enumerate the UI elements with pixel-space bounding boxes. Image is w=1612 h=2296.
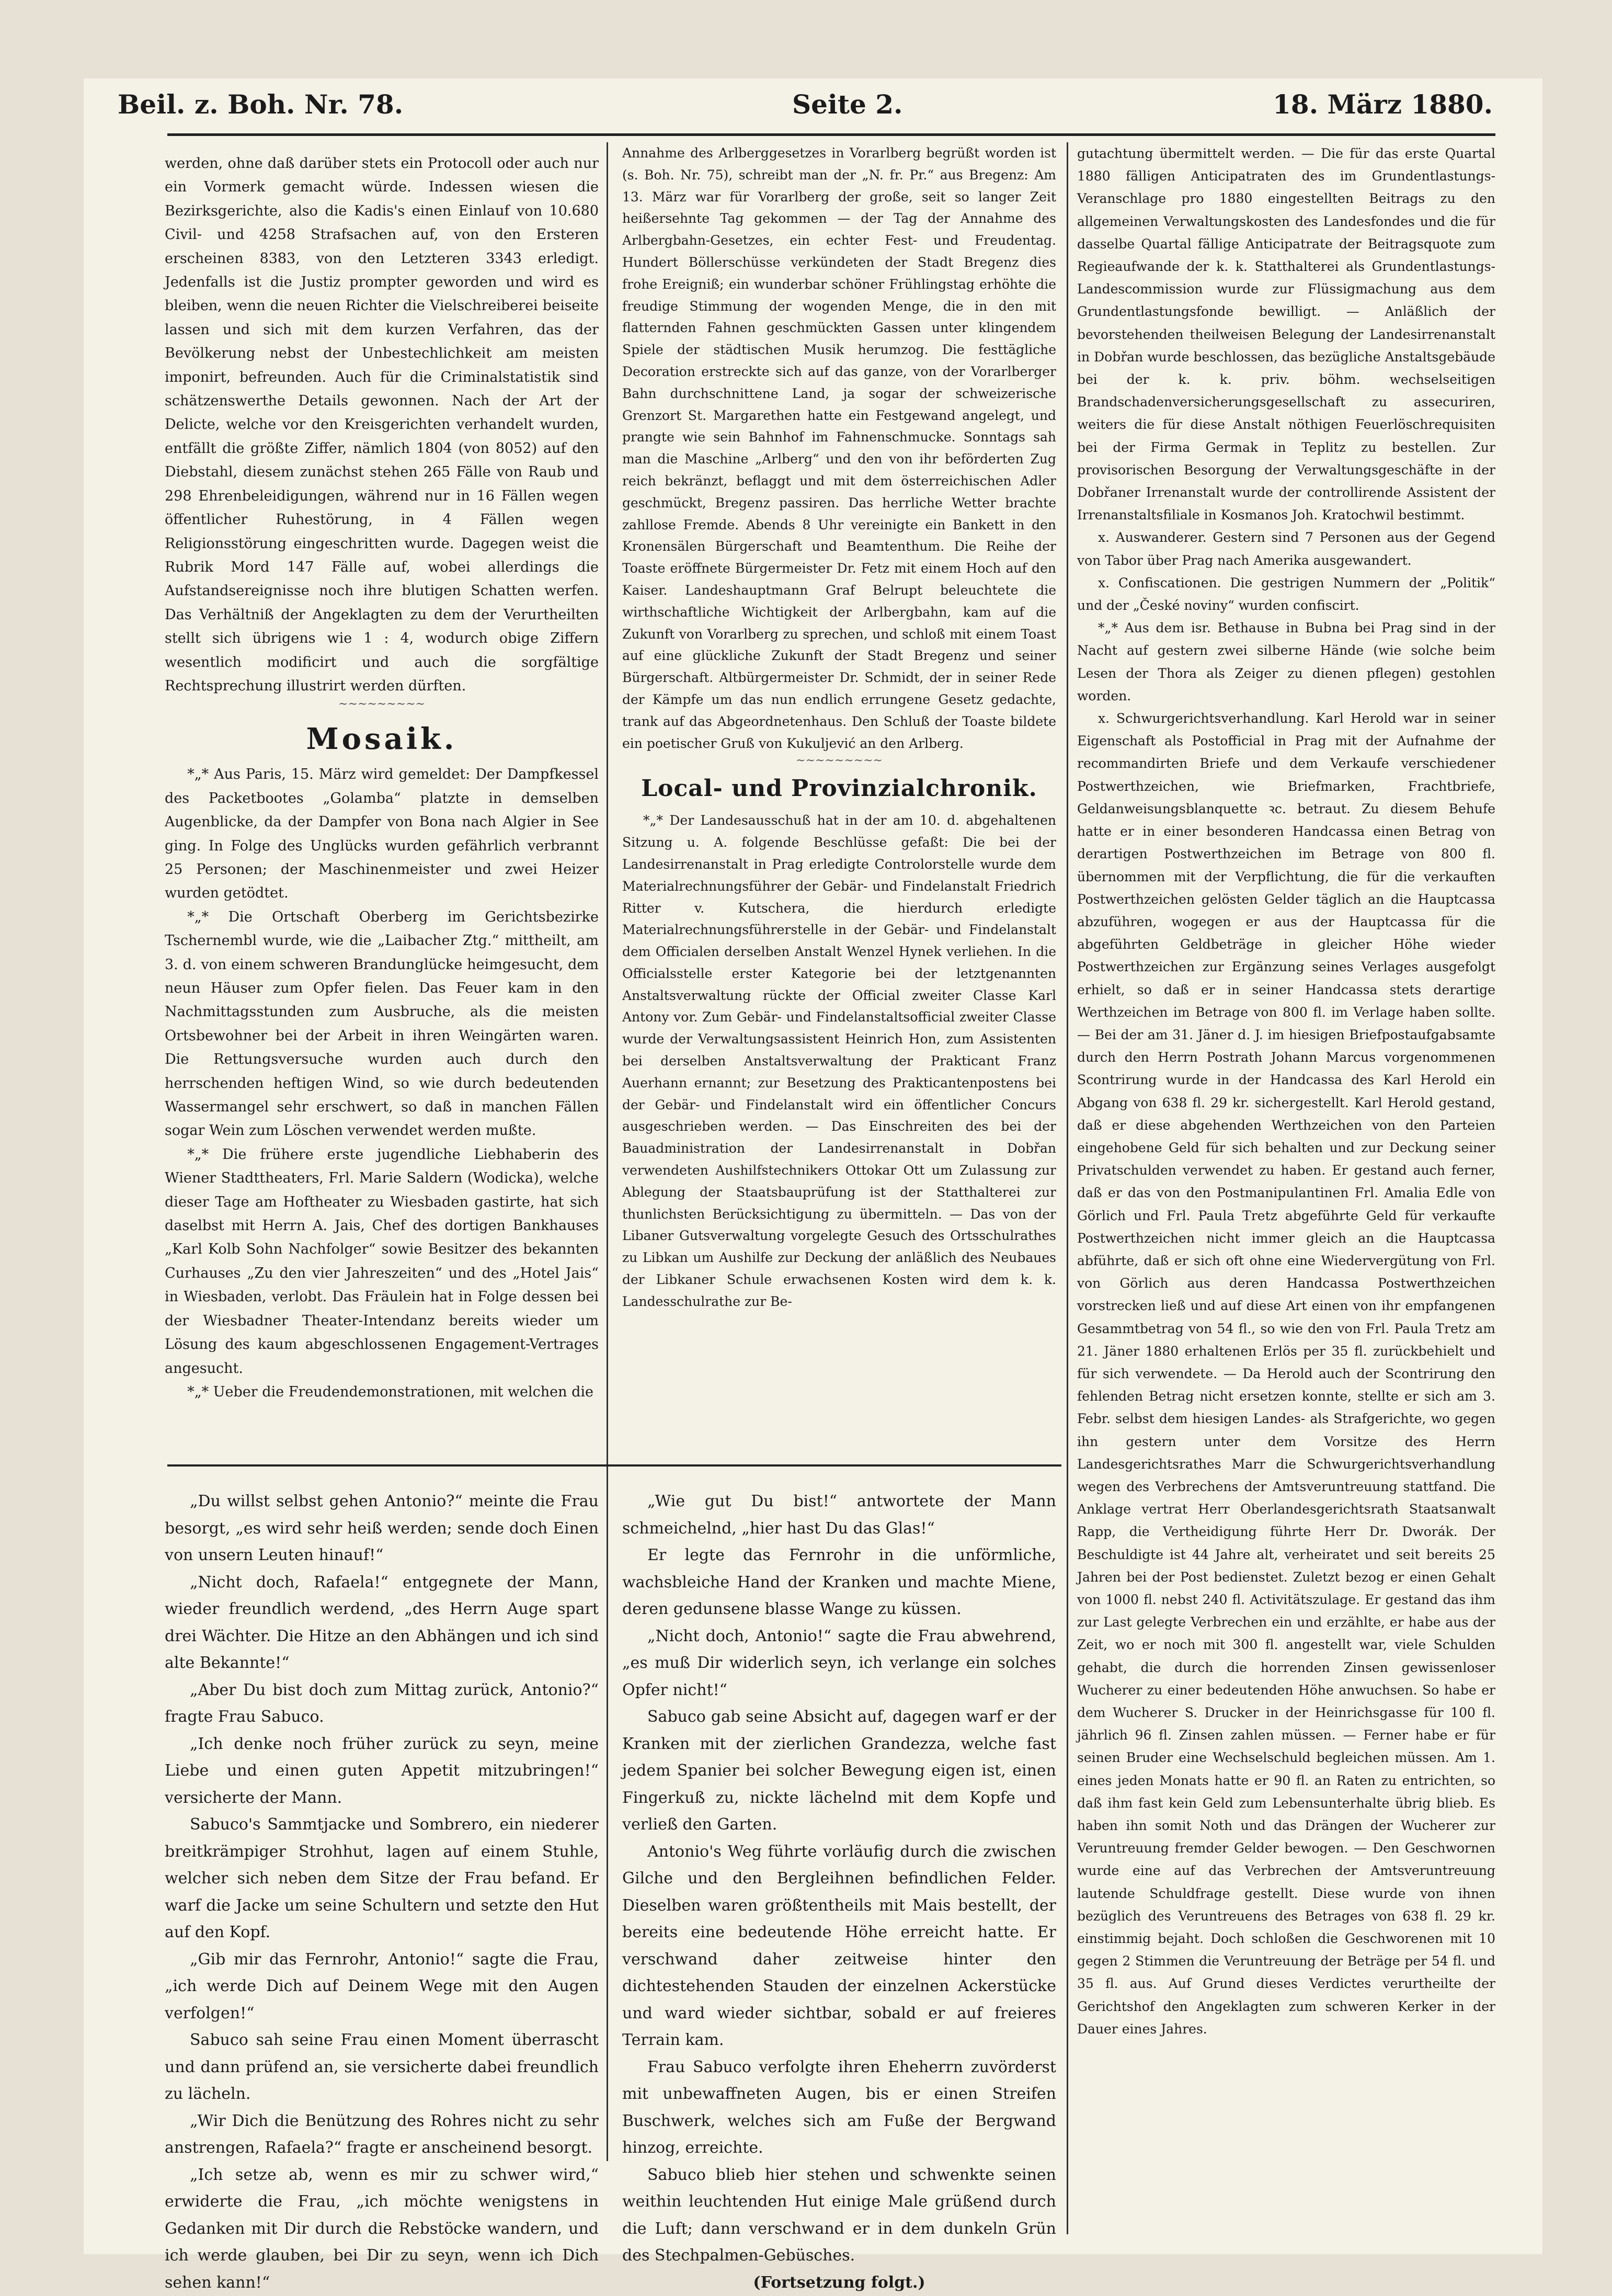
mosaik-item-saldern: *„* Die frühere erste jugendliche Liebhaberin des Wiener Stadttheaters, Frl. Marie Saldern (Wodicka), welche dieser Tage am Hoftheater zu Wiesbaden gastirte, hat sich daselbst mit Herrn A. Jais, Chef des dortigen Bankhauses „Karl Kolb Sohn Nachfolger“ sowie Besitzer des bekannten Curhauses „Zu den vier Jahreszeiten“ und des „Hotel Jais“ in Wiesbaden, verlobt. Das Fräulein hat in Folge dessen bei der Wiesbadner Theater-Intendanz bereits wieder um Lösung des kaum abgeschlossenen Engagement-Vertrages angesucht.	[165, 1143, 599, 1380]
auswanderer-item: x. Auswanderer. Gestern sind 7 Personen aus der Gegend von Tabor über Prag nach Amerika ausgewandert.	[1077, 526, 1495, 571]
feuilleton-rule	[167, 1464, 1061, 1467]
feuilleton-paragraph: „Gib mir das Fernrohr, Antonio!“ sagte die Frau, „ich werde Dich auf Deinem Wege mit den Augen verfolgen!“	[165, 1946, 599, 2027]
feuilleton-paragraph: „Wie gut Du bist!“ antwortete der Mann schmeichelnd, „hier hast Du das Glas!“	[622, 1488, 1056, 1542]
feuilleton-paragraph: „Aber Du bist doch zum Mittag zurück, Antonio?“ fragte Frau Sabuco.	[165, 1677, 599, 1731]
feuilleton-paragraph: „Ich denke noch früher zurück zu seyn, meine Liebe und einen guten Appetit mitzubringen!“ versicherte der Mann.	[165, 1731, 599, 1812]
column-3	[1077, 142, 1495, 2234]
section-ornament: ~~~~~~~~~	[622, 754, 1056, 768]
feuilleton-paragraph: „Ich setze ab, wenn es mir zu schwer wird,“ erwiderte die Frau, „ich möchte wenigstens in Gedanken mit Dir durch die Rebstöcke wandern, und ich werde glauben, bei Dir zu seyn, wenn ich Dich sehen kann!“	[165, 2162, 599, 2296]
feuilleton-paragraph: Sabuco's Sammtjacke und Sombrero, ein niederer breitkrämpiger Strohhut, lagen auf einem Stuhle, welcher sich neben dem Sitze der Frau befand. Er warf die Jacke um seine Schultern und setzte den Hut auf den Kopf.	[165, 1811, 599, 1946]
feuilleton-paragraph: Frau Sabuco verfolgte ihren Eheherrn zuvörderst mit unbewaffneten Augen, bis er einen Streifen Buschwerk, welches sich am Fuße der Bergwand hinzog, erreichte.	[622, 2054, 1056, 2162]
section-ornament: ~~~~~~~~~	[165, 698, 599, 711]
mosaik-item-paris: *„* Aus Paris, 15. März wird gemeldet: Der Dampfkessel des Packetbootes „Golamba“ platzte in demselben Augenblicke, da der Dampfer von Bona nach Algier in See ging. In Folge des Unglücks wurden gefährlich verbrannt 25 Personen; der Maschinenmeister und zwei Heizer wurden getödtet.	[165, 763, 599, 905]
feuilleton-paragraph: „Wir Dich die Benützung des Rohres nicht zu sehr anstrengen, Rafaela?“ fragte er anscheinend besorgt.	[165, 2108, 599, 2162]
column-2	[622, 142, 1056, 1473]
feuilleton-left-column	[165, 1488, 599, 2173]
justice-article-text: werden, ohne daß darüber stets ein Protocoll oder auch nur ein Vormerk gemacht würde. Indessen wiesen die Bezirksgerichte, also die Kadis's einen Einlauf von 10.680 Civil- und 4258 Strafsachen auf, von den Ersteren erscheinen 8383, von den Letzteren 3343 erledigt. Jedenfalls ist die Justiz prompter geworden und wird es bleiben, wenn die neuen Richter die Vielschreiberei beiseite lassen und sich mit dem kurzen Verfahren, das der Bevölkerung nebst der Unbestechlichkeit am meisten imponirt, befreunden. Auch für die Criminalstatistik sind schätzenswerthe Details gewonnen. Nach der Art der Delicte, welche vor den Kreisgerichten verhandelt wurden, entfällt die größte Ziffer, nämlich 1804 (von 8052) auf den Diebstahl, diesem zunächst stehen 265 Fälle von Raub und 298 Ehrenbeleidigungen, während nur in 16 Fällen wegen öffentlicher Ruhestörung, in 4 Fällen wegen Religionsstörung eingeschritten wurde. Dagegen weist die Rubrik Mord 147 Fälle auf, wobei allerdings die Aufstandsereignisse noch ihre blutigen Schatten werfen. Das Verhältniß der Angeklagten zu dem der Verurtheilten stellt sich übrigens wie 1 : 4, wodurch obige Ziffern wesentlich modificirt und auch die sorgfältige Rechtsprechung illustrirt werden dürften.	[165, 152, 599, 698]
feuilleton-paragraph: „Du willst selbst gehen Antonio?“ meinte die Frau besorgt, „es wird sehr heiß werden; sende doch Einen von unsern Leuten hinauf!“	[165, 1488, 599, 1569]
landesausschuss-continued: gutachtung übermittelt werden. — Die für das erste Quartal 1880 fälligen Anticipatraten des im Grundentlastungs-Veranschlage pro 1880 eingestellten Beitrags zu den allgemeinen Verwaltungskosten des Landesfondes und die für dasselbe Quartal fällige Anticipatrate der Beitragsquote zum Regieaufwande der k. k. Statthalterei als Grundentlastungs-Landescommission wurde zur Flüssigmachung aus dem Grundentlastungsfonde bewilligt. — Anläßlich der bevorstehenden theilweisen Belegung der Landesirrenanstalt in Dobřan wurde beschlossen, das bezügliche Anstaltsgebäude bei der k. k. priv. böhm. wechselseitigen Brandschadenversicherungsgesellschaft zu assecuriren, weiters die für diese Anstalt nöthigen Feuerlöschrequisiten bei der Firma Germak in Teplitz zu bestellen. Zur provisorischen Besorgung der Verwaltungsgeschäfte in der Dobřaner Irrenanstalt wurde der controllirende Assistent der Irrenanstaltsfiliale in Kosmanos Joh. Kratochwil bestimmt.	[1077, 142, 1495, 526]
mosaik-item-freudendemonstrationen: *„* Ueber die Freudendemonstrationen, mit welchen die	[165, 1380, 599, 1404]
issue-number: Beil. z. Boh. Nr. 78.	[118, 89, 403, 120]
bubna-item: *„* Aus dem isr. Bethause in Bubna bei Prag sind in der Nacht auf gestern zwei silberne Hände (wie solche beim Lesen der Thora als Zeiger zu dienen pflegen) gestohlen worden.	[1077, 617, 1495, 707]
feuilleton-paragraph: Sabuco sah seine Frau einen Moment überrascht und dann prüfend an, sie versicherte dabei freundlich zu lächeln.	[165, 2027, 599, 2108]
landesausschuss-item: *„* Der Landesausschuß hat in der am 10. d. abgehaltenen Sitzung u. A. folgende Beschlüsse gefaßt: Die bei der Landesirrenanstalt in Prag erledigte Controlorstelle wurde dem Materialrechnungsführer der Gebär- und Findelanstalt Friedrich Ritter v. Kutschera, die hierdurch erledigte Materialrechnungsführerstelle in der Gebär- und Findelanstalt dem Officialen derselben Anstalt Wenzel Hynek verliehen. In die Officialsstelle erster Kategorie bei der letztgenannten Anstaltsverwaltung rückte der Official zweiter Classe Karl Antony vor. Zum Gebär- und Findelanstaltsofficial zweiter Classe wurde der Verwaltungsassistent Heinrich Hon, zum Assistenten bei derselben Anstaltsverwaltung der Prakticant Franz Auerhann ernannt; zur Besetzung des Prakticantenpostens bei der Gebär- und Findelanstalt wird ein öffentlicher Concurs ausgeschrieben werden. — Das Einschreiten des bei der Bauadministration der Landesirrenanstalt in Dobřan verwendeten Aushilfstechnikers Ottokar Ott um Zulassung zur Ablegung der Staatsbauprüfung ist der Statthalterei zur thunlichsten Berücksichtigung zu übermitteln. — Das von der Libaner Gutsverwaltung vorgelegte Gesuch des Ortsschulrathes zu Libkan um Aushilfe zur Deckung der anläßlich des Neubaues der Libkaner Schule erwachsenen Kosten wird dem k. k. Landesschulrathe zur Be-	[622, 810, 1056, 1312]
feuilleton-right-column	[622, 1488, 1056, 2173]
mosaik-heading: Mosaik.	[165, 721, 599, 757]
confiscationen-item: x. Confiscationen. Die gestrigen Nummern der „Politik“ und der „České noviny“ wurden confiscirt.	[1077, 572, 1495, 617]
column-1	[165, 152, 599, 1438]
feuilleton-paragraph: „Nicht doch, Rafaela!“ entgegnete der Mann, wieder freundlich werdend, „des Herrn Auge spart drei Wächter. Die Hitze an den Abhängen und ich sind alte Bekannte!“	[165, 1569, 599, 1677]
page-number: Seite 2.	[792, 89, 902, 120]
mosaik-item-oberberg: *„* Die Ortschaft Oberberg im Gerichtsbezirke Tschernembl wurde, wie die „Laibacher Ztg.“ mittheilt, am 3. d. von einem schweren Brandunglücke heimgesucht, dem neun Häuser zum Opfer fielen. Das Feuer kam in den Nachmittagsstunden zum Ausbruche, als die meisten Ortsbewohner bei der Arbeit in ihren Weingärten waren. Die Rettungsversuche wurden auch durch den herrschenden heftigen Wind, so wie durch bedeutenden Wassermangel sehr erschwert, so daß in manchen Fällen sogar Wein zum Löschen verwendet werden mußte.	[165, 905, 599, 1143]
feuilleton-paragraph: Sabuco gab seine Absicht auf, dagegen warf er der Kranken mit der zierlichen Grandezza, welche fast jedem Spanier bei solcher Bewegung eigen ist, einen Fingerkuß zu, nickte lächelnd mit dem Kopfe und verließ den Garten.	[622, 1703, 1056, 1838]
schwurgericht-item: x. Schwurgerichtsverhandlung. Karl Herold war in seiner Eigenschaft als Postofficial in Prag mit der Aufnahme der recommandirten Briefe und dem Verkaufe verschiedener Postwerthzeichen, wie Briefmarken, Frachtbriefe, Geldanweisungsblanquette ꝛc. betraut. Zu diesem Behufe hatte er in einer besonderen Handcassa einen Betrag von derartigen Postwerthzeichen im Betrage von 800 fl. übernommen mit der Verpflichtung, die für die verkauften Postwerthzeichen gelösten Gelder täglich an die Hauptcassa abzuführen, wogegen er aus der Hauptcassa für die abgeführten Geldbeträge in gleicher Höhe wieder Postwerthzeichen zur Ergänzung seines Verlages ausgefolgt erhielt, so daß er in seiner Handcassa stets derartige Werthzeichen im Betrage von 800 fl. im Verlage haben sollte. — Bei der am 31. Jäner d. J. im hiesigen Briefpostaufgabsamte durch den Herrn Postrath Johann Marcus vorgenommenen Scontrirung wurde in der Handcassa des Karl Herold ein Abgang von 638 fl. 29 kr. sichergestellt. Karl Herold gestand, daß er diese abgehenden Werthzeichen von den Parteien eingehobene Geld für sich behalten und zur Deckung seiner Privatschulden verwendet zu haben. Er gestand auch ferner, daß er das von den Postmanipulantinen Frl. Amalia Edle von Görlich und Frl. Paula Tretz abgeführte Geld für verkaufte Postwerthzeichen nicht immer gleich an die Hauptcassa abführte, daß er sich oft ohne eine Wiedervergütung von Frl. von Görlich aus deren Handcassa Postwerthzeichen vorstrecken ließ und auf diese Art einen von ihr empfangenen Gesammtbetrag von 54 fl., so wie den von Frl. Paula Tretz am 21. Jäner 1880 erhaltenen Erlös per 35 fl. zurückbehielt und für sich verwendete. — Da Herold auch der Scontrirung den fehlenden Betrag nicht ersetzen konnte, stellte er sich am 3. Febr. selbst dem hiesigen Landes- als Strafgerichte, wo gegen ihn gestern unter dem Vorsitze des Herrn Landesgerichtsrathes Marr die Schwurgerichtsverhandlung wegen des Verbrechens der Amtsveruntreuung stattfand. Die Anklage vertrat Herr Oberlandesgerichtsrath Staatsanwalt Rapp, die Vertheidigung führte Herr Dr. Dworák. Der Beschuldigte ist 44 Jahre alt, verheiratet und seit bereits 25 Jahren bei der Post bedienstet. Zuletzt bezog er einen Gehalt von 1000 fl. nebst 240 fl. Activitätszulage. Er gestand das ihm zur Last gelegte Verbrechen ein und erzählte, er habe aus der Zeit, wo er noch mit 300 fl. angestellt war, viele Schulden gehabt, die durch die horrenden Zinsen gewissenloser Wucherer zu einer bedeutenden Höhe anwuchsen. So habe er dem Wucherer S. Drucker in der Heinrichsgasse für 100 fl. jährlich 96 fl. Zinsen zahlen müssen. — Ferner habe er für seinen Bruder eine Wechselschuld begleichen müssen. Am 1. eines jeden Monats hatte er 90 fl. an Raten zu entrichten, so daß ihm fast kein Geld zum Lebensunterhalte übrig blieb. Es haben ihn somit Noth und das Drängen der Wucherer zur Veruntreuung fremder Gelder bewogen. — Den Geschwornen wurde eine auf das Verbrechen der Amtsveruntreuung lautende Schuldfrage gestellt. Diese wurde von ihnen bezüglich des Veruntreuens des Betrages von 638 fl. 29 kr. einstimmig bejaht. Doch schloßen die Geschworenen mit 10 gegen 2 Stimmen die Veruntreuung der Beträge per 54 fl. und 35 fl. aus. Auf Grund dieses Verdictes verurtheilte der Gerichtshof den Angeklagten zum schweren Kerker in der Dauer eines Jahres.	[1077, 707, 1495, 2040]
local-chronicle-heading: Local- und Provinzialchronik.	[622, 773, 1056, 804]
arlberg-article-text: Annahme des Arlberggesetzes in Vorarlberg begrüßt worden ist (s. Boh. Nr. 75), schreibt man der „N. fr. Pr.“ aus Bregenz: Am 13. März war für Vorarlberg der große, seit so langer Zeit heißersehnte Tag gekommen — der Tag der Annahme des Arlbergbahn-Gesetzes, ein echter Fest- und Freudentag. Hundert Böllerschüsse verkündeten der Stadt Bregenz dies frohe Ereigniß; ein wunderbar schöner Frühlingstag erhöhte die freudige Stimmung der wogenden Menge, die in den mit flatternden Fahnen geschmückten Gassen unter klingendem Spiele der städtischen Musik herumzog. Die festtägliche Decoration erstreckte sich auf das ganze, von der Vorarlberger Bahn durchschnittene Land, ja sogar der schweizerische Grenzort St. Margarethen hatte ein Festgewand angelegt, und prangte wie sein Bahnhof im Fahnenschmucke. Sonntags sah man die Maschine „Arlberg“ und den von ihr beförderten Zug reich bekränzt, beflaggt und mit dem österreichischen Adler geschmückt, Bregenz passiren. Das herrliche Wetter brachte zahllose Fremde. Abends 8 Uhr vereinigte ein Bankett in den Kronensälen Bürgerschaft und Beamtenthum. Die Reihe der Toaste eröffnete Bürgermeister Dr. Fetz mit einem Hoch auf den Kaiser. Landeshauptmann Graf Belrupt beleuchtete die wirthschaftliche Wichtigkeit der Arlbergbahn, kam auf die Zukunft von Vorarlberg zu sprechen, und schloß mit einem Toast auf eine glückliche Zukunft der Stadt Bregenz und seiner Bürgerschaft. Altbürgermeister Dr. Schmidt, der in seiner Rede der Kämpfe um das nun endlich errungene Gesetz gedachte, trank auf das Abgeordnetenhaus. Den Schluß der Toaste bildete ein poetischer Gruß von Kukuljević an den Arlberg.	[622, 142, 1056, 754]
feuilleton-paragraph: Sabuco blieb hier stehen und schwenkte seinen weithin leuchtenden Hut einige Male grüßend durch die Luft; dann verschwand er in dem dunkeln Grün des Stechpalmen-Gebüsches.	[622, 2162, 1056, 2269]
header-rule	[167, 133, 1495, 136]
feuilleton-paragraph: Er legte das Fernrohr in die unförmliche, wachsbleiche Hand der Kranken und machte Miene, deren gedunsene blasse Wange zu küssen.	[622, 1542, 1056, 1623]
column-divider-1	[607, 142, 608, 2161]
feuilleton-paragraph: „Nicht doch, Antonio!“ sagte die Frau abwehrend, „es muß Dir widerlich seyn, ich verlange ein solches Opfer nicht!“	[622, 1623, 1056, 1704]
issue-date: 18. März 1880.	[1273, 89, 1493, 120]
continuation-note: (Fortsetzung folgt.)	[622, 2269, 1056, 2296]
column-divider-2	[1067, 142, 1068, 2234]
feuilleton-paragraph: Antonio's Weg führte vorläufig durch die zwischen Gilche und den Bergleihnen befindlichen Felder. Dieselben waren größtentheils mit Mais bestellt, der bereits eine bedeutende Höhe erreicht hatte. Er verschwand daher zeitweise hinter den dichtestehenden Stauden der einzelnen Ackerstücke und ward wieder sichtbar, sobald er auf freieres Terrain kam.	[622, 1838, 1056, 2054]
